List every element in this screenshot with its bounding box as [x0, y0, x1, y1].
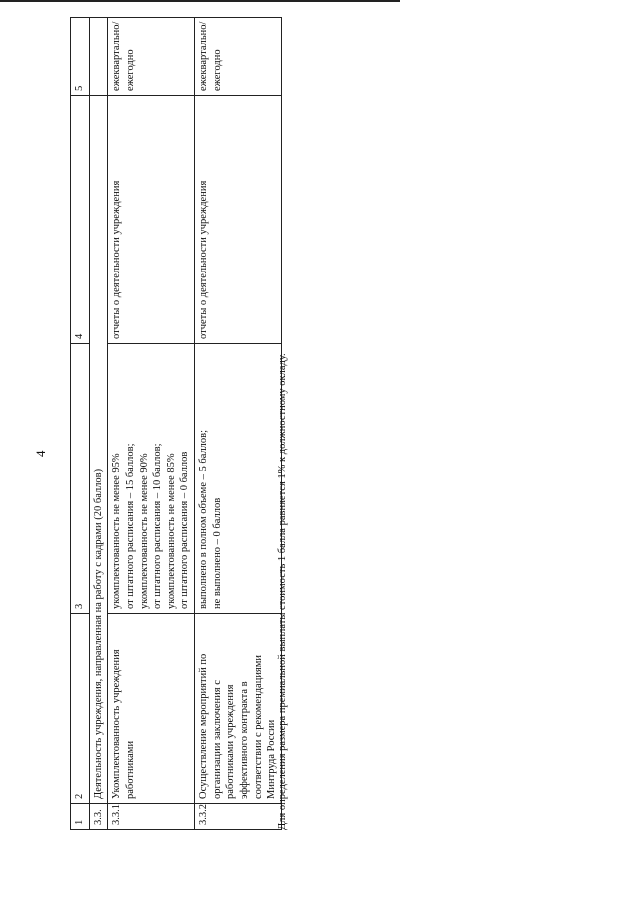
section-number: 3.3. — [89, 804, 108, 830]
row-number: 3.3.2 — [195, 804, 282, 830]
row-number: 3.3.1 — [108, 804, 195, 830]
table-header-row — [71, 18, 90, 830]
header-cell: 3 — [71, 344, 90, 614]
criteria-cell: укомплектованность не менее 95% от штатного расписания – 15 баллов; укомплектованность не менее 90% от штатного расписания – 10 баллов; укомплектованность не менее 85% от штатного расписания – 0 баллов — [108, 344, 195, 614]
frequency-cell: ежеквартально/ ежегодно — [108, 18, 195, 96]
source-cell: отчеты о деятельности учреждения — [108, 96, 195, 344]
section-empty-cell — [89, 18, 108, 96]
rotated-page — [25, 21, 615, 875]
header-cell: 1 — [71, 804, 90, 830]
section-title: Деятельность учреждения, направленная на работу с кадрами (20 баллов) — [89, 96, 108, 804]
criteria-table — [70, 17, 282, 830]
section-row — [89, 18, 108, 830]
table-row — [108, 18, 195, 830]
top-rule — [0, 0, 400, 2]
header-cell: 4 — [71, 96, 90, 344]
indicator-cell: Осуществление мероприятий по организации заключения с работниками учреждения эффективного контракта в соответствии с рекомендациями Минтруда России — [195, 614, 282, 804]
page-number: 4 — [33, 450, 48, 457]
header-cell: 5 — [71, 18, 90, 96]
header-cell: 2 — [71, 614, 90, 804]
frequency-cell: ежеквартально/ ежегодно — [195, 18, 282, 96]
criteria-cell: выполнено в полном объеме – 5 баллов; не выполнено – 0 баллов — [195, 344, 282, 614]
indicator-cell: Укомплектованность учреждения работниками — [108, 614, 195, 804]
footnote: Для определения размера премиальной выплаты стоимость 1 балла равняется 1% к должностному окладу. — [277, 353, 288, 830]
source-cell: отчеты о деятельности учреждения — [195, 96, 282, 344]
table-row — [195, 18, 282, 830]
